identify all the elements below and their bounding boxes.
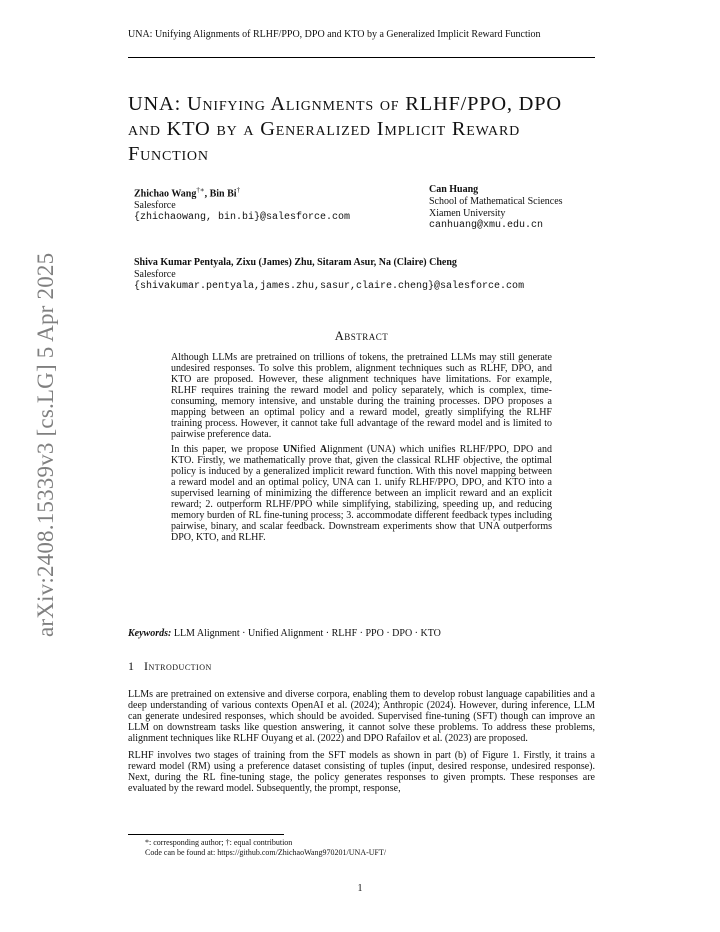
author-marks: †∗ <box>196 186 205 194</box>
author-group-3 <box>134 257 524 293</box>
author-group-1 <box>134 184 350 224</box>
author-name-bi: , Bin Bi <box>204 188 237 200</box>
footnote: *: corresponding author; †: equal contribution <box>145 838 293 847</box>
keywords-label: Keywords: <box>128 628 172 639</box>
author-name-wang: Zhichao Wang <box>134 188 197 200</box>
author-affiliation: Xiamen University <box>429 208 506 219</box>
author-email: {shivakumar.pentyala,james.zhu,sasur,claire.cheng}@salesforce.com <box>134 281 525 292</box>
author-email: canhuang@xmu.edu.cn <box>429 220 544 231</box>
author-affiliation: School of Mathematical Sciences <box>429 196 563 207</box>
body-paragraph: LLMs are pretrained on extensive and diverse corpora, enabling them to develop robust language capabilities and a deep understanding of various contexts OpenAI et al. (2024); Anthropic (2024). However, during inference, LLM can generate undesired responses, which should be avoided. Supervised fine-tuning (SFT) though can improve an LLM on downstream tasks like question answering, it cannot solve these problems. To address these problems, alignment techniques like RLHF Ouyang et al. (2022) and DPO Rafailov et al. (2023) are proposed. <box>128 689 595 744</box>
paper-title: UNA: Unifying Alignments of RLHF/PPO, DPO and KTO by a Generalized Implicit Reward Function <box>128 93 562 165</box>
abstract-paragraph: In this paper, we propose UNified Alignment (UNA) which unifies RLHF/PPO, DPO and KTO. Firstly, we mathematically prove that, given the classical RLHF objective, the optimal policy is induced by a generalized implicit reward function. With this novel mapping between a reward model and an optimal policy, UNA can 1. unify RLHF/PPO, DPO, and KTO into a supervised learning of minimizing the difference between an implicit reward and an explicit reward; 2. outperform RLHF/PPO while simplifying, stabilizing, speeding up, and reducing memory burden of RL fine-tuning process; 3. accommodate different feedback types including pairwise, binary, and scalar feedback. Downstream experiments show that UNA outperforms DPO, KTO, and RLHF. <box>171 444 552 543</box>
author-names: Can Huang <box>429 184 479 195</box>
running-head: UNA: Unifying Alignments of RLHF/PPO, DPO and KTO by a Generalized Implicit Reward Function <box>128 29 541 40</box>
abstract-paragraph: Although LLMs are pretrained on trillions of tokens, the pretrained LLMs may still generate undesired responses. To solve this problem, alignment techniques such as RLHF, DPO, and KTO are proposed. However, these alignment techniques have limitations. For example, RLHF requires training the reward model and policy separately, which is complex, time-consuming, memory intensive, and unstable during the training processes. DPO proposes a mapping between an optimal policy and a reward model, greatly simplifying the RLHF training process. However, it cannot take full advantage of the reward model and is limited to pairwise preference data. <box>171 352 552 440</box>
body-paragraph: RLHF involves two stages of training from the SFT models as shown in part (b) of Figure 1. Firstly, it trains a reward model (RM) using a preference dataset consisting of tuples (input, desired response, undesired response). Next, during the RL fine-tuning stage, the policy generates responses to given prompts. These responses are evaluated by the reward model. Subsequently, the prompt, response, <box>128 750 595 794</box>
author-affiliation: Salesforce <box>134 200 176 212</box>
footnotes <box>145 838 386 858</box>
section-title: Introduction <box>144 659 212 673</box>
arxiv-identifier: arXiv:2408.15339v3 [cs.LG] 5 Apr 2025 <box>33 252 58 637</box>
introduction-body <box>128 689 595 800</box>
author-marks: † <box>236 186 241 194</box>
footnote: Code can be found at: https://github.com/ZhichaoWang970201/UNA-UFT/ <box>145 848 387 857</box>
keywords <box>128 628 595 640</box>
author-names <box>134 184 350 200</box>
page-number: 1 <box>357 883 363 894</box>
section-number: 1 <box>128 659 134 673</box>
header-rule <box>128 57 595 58</box>
keywords-list: LLM Alignment · Unified Alignment · RLHF · PPO · DPO · KTO <box>173 628 441 639</box>
abstract-heading: Abstract <box>334 329 389 343</box>
author-email: {zhichaowang, bin.bi}@salesforce.com <box>134 212 351 224</box>
footnote-rule <box>128 834 284 835</box>
author-group-2 <box>429 184 563 232</box>
section-heading-introduction <box>128 659 212 674</box>
abstract-body <box>171 352 552 547</box>
author-names: Shiva Kumar Pentyala, Zixu (James) Zhu, Sitaram Asur, Na (Claire) Cheng <box>134 257 457 268</box>
author-affiliation: Salesforce <box>134 269 176 280</box>
